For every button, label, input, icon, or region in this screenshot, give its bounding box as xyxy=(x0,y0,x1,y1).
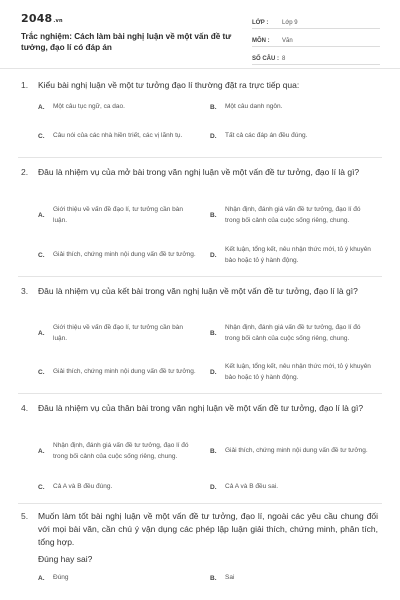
option-c[interactable] xyxy=(38,479,198,495)
meta-row-count xyxy=(252,51,380,65)
option-a[interactable] xyxy=(38,570,198,586)
option-d[interactable] xyxy=(210,242,380,268)
option-text: Giải thích, chứng minh nội dung vấn đề tư tưởng. xyxy=(53,251,196,259)
option-letter: B. xyxy=(210,447,217,455)
option-letter: C. xyxy=(38,132,45,140)
meta-row-subject xyxy=(252,33,380,47)
question-subtext: Đúng hay sai? xyxy=(38,554,93,564)
question-number: 1. xyxy=(21,80,29,90)
question-number: 4. xyxy=(21,403,29,413)
option-letter: A. xyxy=(38,447,45,455)
option-letter: D. xyxy=(210,483,217,491)
meta-row-class xyxy=(252,15,380,29)
question-text: Đâu là nhiệm vụ của thân bài trong văn nghị luận về một vấn đề tư tưởng, đạo lí là gì? xyxy=(38,403,364,413)
meta-key: MÔN : xyxy=(252,38,270,44)
question-divider xyxy=(18,157,382,158)
option-text: Câu nói của các nhà hiền triết, các vị lãnh tụ. xyxy=(53,132,183,140)
option-letter: B. xyxy=(210,211,217,219)
option-a[interactable] xyxy=(38,99,198,115)
option-c[interactable] xyxy=(38,124,208,148)
logo-suffix: .vn xyxy=(53,18,63,24)
option-text: Nhận định, đánh giá vấn đề tư tưởng, đạo lí đó trong bối cảnh của cuộc sống riêng, chung. xyxy=(53,441,189,460)
option-letter: C. xyxy=(38,483,45,491)
option-text: Đúng xyxy=(53,574,69,582)
option-letter: A. xyxy=(38,103,45,111)
meta-key: SỐ CÂU : xyxy=(252,56,279,62)
option-letter: A. xyxy=(38,574,45,582)
option-text: Nhận định, đánh giá vấn đề tư tưởng, đạo lí đó trong bối cảnh của cuộc sống riêng, chung. xyxy=(225,205,361,224)
option-c[interactable] xyxy=(38,359,208,385)
question-divider xyxy=(18,393,382,394)
header-divider xyxy=(0,68,400,69)
option-letter: D. xyxy=(210,132,217,140)
document-title: Trắc nghiệm: Cách làm bài nghị luận về một vấn đề tư tưởng, đạo lí có đáp án xyxy=(21,32,232,52)
meta-value: Văn xyxy=(282,38,293,44)
option-text: Cả A và B đều sai. xyxy=(225,483,279,491)
option-d[interactable] xyxy=(210,359,380,385)
option-letter: B. xyxy=(210,103,217,111)
option-letter: D. xyxy=(210,368,217,376)
option-text: Giải thích, chứng minh nội dung vấn đề tư tưởng. xyxy=(225,447,368,455)
question-number: 2. xyxy=(21,167,29,177)
question-divider xyxy=(18,276,382,277)
option-text: Một câu danh ngôn. xyxy=(225,103,283,111)
option-a[interactable] xyxy=(38,432,208,470)
option-text: Giới thiệu về vấn đề đạo lí, tư tưởng cần bàn luận. xyxy=(53,205,183,224)
option-text: Nhận định, đánh giá vấn đề tư tưởng, đạo lí đó trong bối cảnh của cuộc sống riêng, chung. xyxy=(225,323,361,342)
meta-key: LỚP : xyxy=(252,20,269,26)
option-d[interactable] xyxy=(210,479,370,495)
question-text: Đâu là nhiệm vụ của kết bài trong văn nghị luận về một vấn đề tư tưởng, đạo lí là gì? xyxy=(38,286,358,296)
option-a[interactable] xyxy=(38,320,208,346)
option-b[interactable] xyxy=(210,314,380,352)
option-letter: A. xyxy=(38,211,45,219)
option-text: Tất cả các đáp án đều đúng. xyxy=(225,132,308,140)
page-header xyxy=(0,0,400,68)
option-letter: D. xyxy=(210,251,217,259)
option-text: Sai xyxy=(225,574,235,582)
option-b[interactable] xyxy=(210,196,380,234)
option-letter: B. xyxy=(210,329,217,337)
option-text: Cả A và B đều đúng. xyxy=(53,483,113,491)
question-divider xyxy=(18,503,382,504)
meta-value: 8 xyxy=(282,56,286,62)
option-c[interactable] xyxy=(38,242,208,268)
logo-text: 2048 xyxy=(21,12,53,25)
question-text: Muốn làm tốt bài nghị luận về một vấn đề tư tưởng, đạo lí, ngoài các yêu cầu chung đối với mọi bài văn, cần chú ý vận dụng các phép lập luận giải thích, chứng minh, phân tích, tổng hợp. xyxy=(38,511,378,547)
option-letter: C. xyxy=(38,368,45,376)
option-letter: A. xyxy=(38,329,45,337)
question-number: 3. xyxy=(21,286,29,296)
option-text: Kết luận, tổng kết, nêu nhận thức mới, tỏ ý khuyên bảo hoặc tỏ ý hành động. xyxy=(225,362,371,381)
option-a[interactable] xyxy=(38,202,208,228)
option-text: Giải thích, chứng minh nội dung vấn đề tư tưởng. xyxy=(53,368,196,376)
option-text: Giới thiệu về vấn đề đạo lí, tư tưởng cần bàn luận. xyxy=(53,323,183,342)
option-b[interactable] xyxy=(210,438,380,464)
option-letter: C. xyxy=(38,251,45,259)
option-b[interactable] xyxy=(210,99,380,115)
option-b[interactable] xyxy=(210,570,370,586)
question-number: 5. xyxy=(21,511,29,521)
meta-value: Lớp 9 xyxy=(282,20,298,26)
site-logo[interactable] xyxy=(21,12,63,25)
option-text: Một câu tục ngữ, ca dao. xyxy=(53,103,125,111)
option-letter: B. xyxy=(210,574,217,582)
option-text: Kết luận, tổng kết, nêu nhận thức mới, tỏ ý khuyên bảo hoặc tỏ ý hành động. xyxy=(225,245,371,264)
option-d[interactable] xyxy=(210,128,380,144)
question-text: Đâu là nhiệm vụ của mở bài trong văn nghị luận về một vấn đề tư tưởng, đạo lí là gì? xyxy=(38,167,360,177)
meta-panel xyxy=(252,15,380,69)
question-text: Kiểu bài nghị luận về một tư tưởng đạo lí thường đặt ra trực tiếp qua: xyxy=(38,80,300,90)
